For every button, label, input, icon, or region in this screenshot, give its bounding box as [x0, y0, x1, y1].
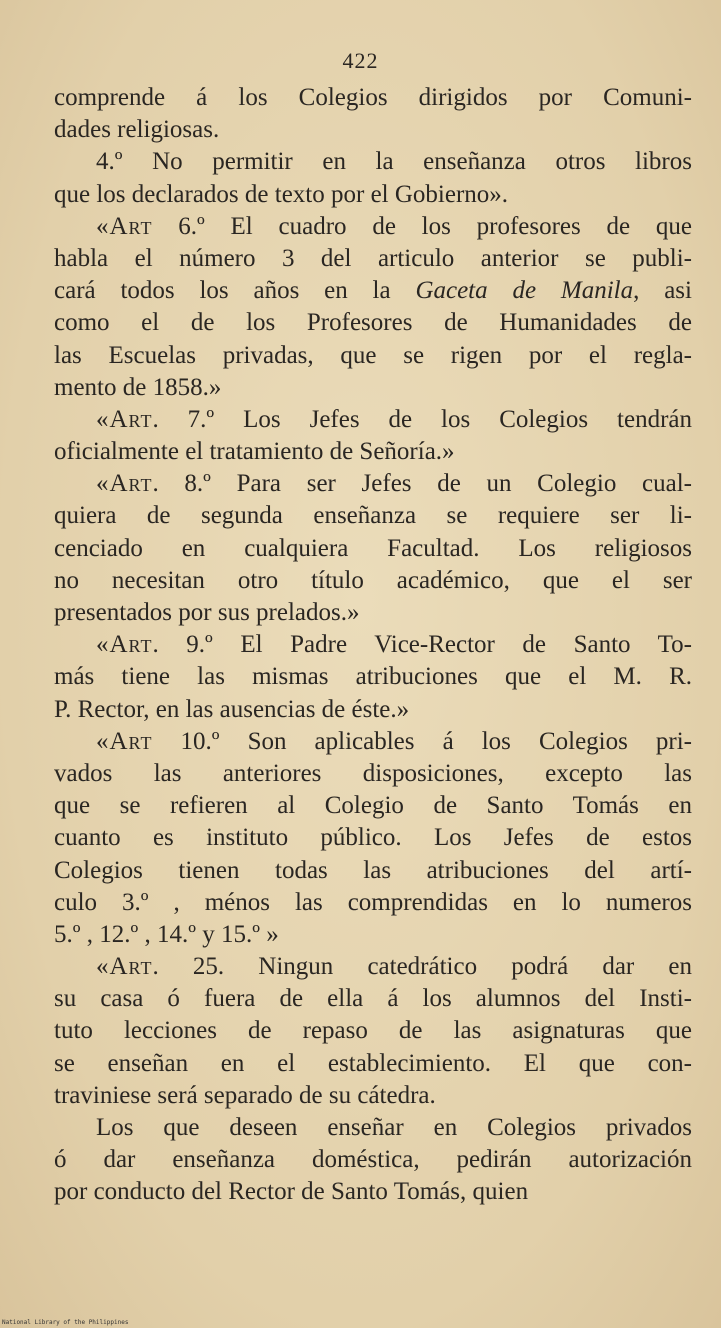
text-line: oficialmente el tratamiento de Señoría.» — [54, 438, 455, 466]
italic-title: Gaceta de Manila — [415, 277, 634, 305]
text-line: su casa ó fuera de ella á los alumnos del Insti- — [54, 985, 692, 1013]
text-line: que los declarados de texto por el Gobierno». — [54, 180, 509, 208]
text-line: que se refieren al Colegio de Santo Tomás en — [54, 792, 692, 820]
text-line: no necesitan otro título académico, que el ser — [54, 566, 692, 594]
text-line: 5.º , 12.º , 14.º y 15.º » — [54, 920, 279, 948]
article-label: «Art — [96, 727, 153, 755]
text-line: se enseñan en el establecimiento. El que con- — [54, 1049, 692, 1077]
text-line: traviniese será separado de su cátedra. — [54, 1081, 436, 1109]
text-line: Los que deseen enseñar en Colegios privados — [96, 1114, 692, 1141]
text-line: 4.º No permitir en la enseñanza otros libros — [96, 148, 692, 176]
article-label: «Art — [96, 405, 153, 433]
article-label: «Art — [96, 212, 153, 240]
text-line: «Art. 25. Ningun catedrático podrá dar en — [96, 953, 692, 981]
text-line: ó dar enseñanza doméstica, pedirán autorización — [54, 1146, 692, 1174]
article-label: «Art — [96, 953, 153, 981]
text-line: tuto lecciones de repaso de las asignaturas que — [54, 1017, 692, 1045]
text-line: quiera de segunda enseñanza se requiere ser li- — [54, 502, 692, 530]
text-line: habla el número 3 del articulo anterior se publi- — [54, 244, 692, 272]
text-line: P. Rector, en las ausencias de éste.» — [54, 695, 410, 723]
library-credit: National Library of the Philippines — [2, 1319, 129, 1326]
text-line: por conducto del Rector de Santo Tomás, quien — [54, 1178, 529, 1206]
text-line: más tiene las mismas atribuciones que el M. R. — [54, 663, 692, 691]
text-line: «Art. 7.º Los Jefes de los Colegios tendrán — [96, 405, 692, 433]
body-text — [54, 82, 692, 1209]
text-line: comprende á los Colegios dirigidos por Comuni- — [54, 84, 692, 111]
text-line: las Escuelas privadas, que se rigen por el regla- — [54, 341, 692, 369]
text-line: dades religiosas. — [54, 116, 220, 144]
text-line: «Art. 8.º Para ser Jefes de un Colegio cual- — [96, 470, 692, 498]
text-line: cenciado en cualquiera Facultad. Los religiosos — [54, 534, 692, 562]
text-line: mento de 1858.» — [54, 373, 222, 401]
text-line: presentados por sus prelados.» — [54, 599, 360, 626]
page-number: 422 — [342, 48, 379, 73]
text-line: «Art 10.º Son aplicables á los Colegios pri- — [96, 727, 692, 755]
article-label: «Art — [96, 470, 153, 498]
text-line: Colegios tienen todas las atribuciones del artí- — [54, 856, 692, 884]
text-line: cuanto es instituto público. Los Jefes de estos — [54, 824, 692, 852]
text-line: como el de los Profesores de Humanidades de — [54, 309, 692, 337]
text-line: cará todos los años en la Gaceta de Manila, asi — [54, 277, 692, 305]
article-label: «Art — [96, 631, 153, 659]
text-line: «Art. 9.º El Padre Vice-Rector de Santo To- — [96, 631, 692, 659]
text-line: «Art 6.º El cuadro de los profesores de que — [96, 212, 692, 240]
text-line: vados las anteriores disposiciones, excepto las — [54, 759, 692, 787]
text-line: culo 3.º , ménos las comprendidas en lo numeros — [54, 888, 692, 916]
